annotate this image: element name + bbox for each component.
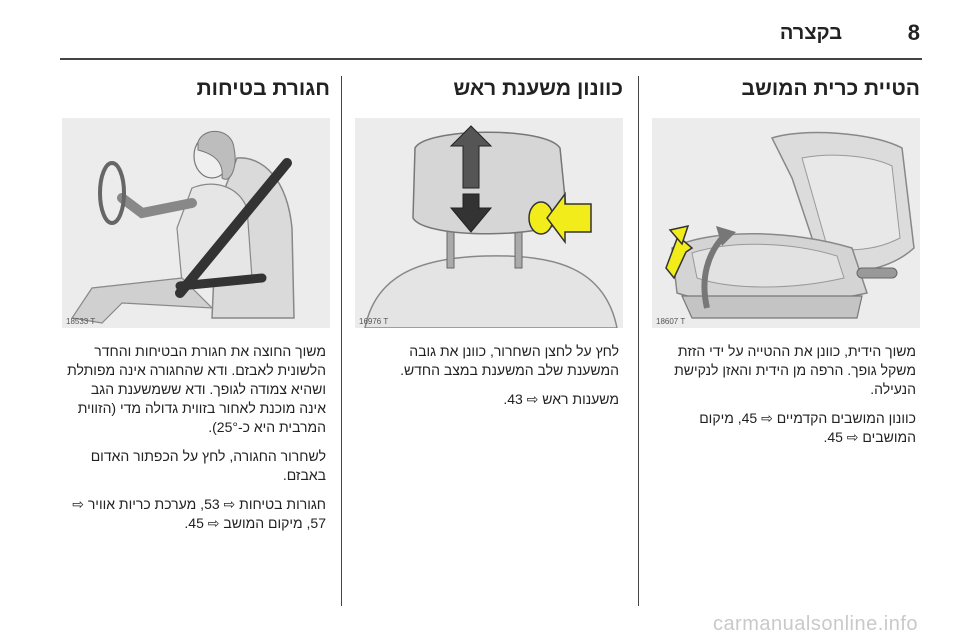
section-title: כוונון משענת ראש: [453, 77, 623, 100]
reference-paragraph: חגורות בטיחות ⇨ 53, מערכת כריות אוויר ⇨ 57, מיקום המושב ⇨ 45.: [72, 496, 326, 531]
reference-paragraph: כוונון המושבים הקדמיים ⇨ 45, מיקום המושבים ⇨ 45.: [699, 410, 916, 445]
column-divider: [638, 76, 639, 606]
section-title: הטיית כרית המושב: [741, 77, 920, 100]
figure-code: 18533 T: [66, 317, 96, 326]
head-restraint-illustration: [355, 118, 623, 328]
reference-paragraph: משענות ראש ⇨ 43.: [503, 391, 619, 407]
figure-code: 16976 T: [359, 317, 389, 326]
section-seat-belt: [62, 76, 330, 533]
section-seat-tilt: [652, 76, 920, 447]
header-rule: [60, 58, 922, 60]
section-title: חגורת בטיחות: [196, 77, 330, 100]
page-number: 8: [907, 20, 920, 45]
driver-belt-drawing: [62, 118, 330, 328]
page-header: [60, 14, 920, 54]
chapter-title: בקצרה: [779, 22, 842, 44]
seat-belt-illustration: [62, 118, 330, 328]
watermark: carmanualsonline.info: [712, 613, 918, 635]
instruction-paragraph: לחץ על לחצן השחרור, כוונן את גובה המשענת שלב המשענת במצב החדש.: [400, 343, 619, 378]
column-divider: [341, 76, 342, 606]
section-head-restraint: [355, 76, 623, 409]
seat-tilt-illustration: [652, 118, 920, 328]
instruction-paragraph: משוך החוצה את חגורת הבטיחות והחדר הלשונית לאבזם. ודא שהחגורה אינה מפותלת ושהיא צמודה לגופך. ודא ששמשענת הגב אינה מוכנת לאחור בזווית גדולה מדי (הזווית המרבית היא כ-25°).: [67, 343, 326, 435]
seat-drawing: [652, 118, 920, 328]
instruction-paragraph: לשחרור החגורה, לחץ על הכפתור האדום באבזם.: [90, 448, 326, 483]
instruction-paragraph: משוך הידית, כוונן את ההטייה על ידי הזזת משקל גופך. הרפה מן הידית והאזן לנקישת הנעילה.: [674, 343, 916, 397]
head-restraint-drawing: [355, 118, 623, 328]
figure-code: 18607 T: [656, 317, 686, 326]
